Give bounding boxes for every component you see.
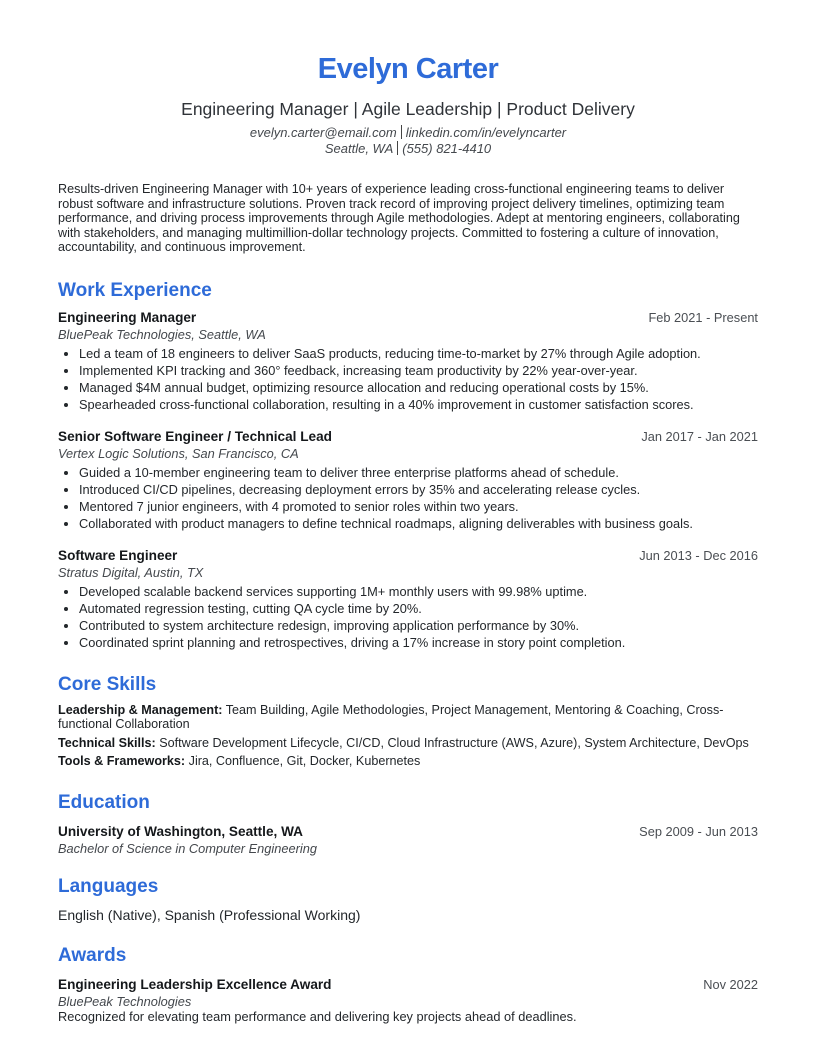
headline: Engineering Manager | Agile Leadership | Product Delivery [181,99,635,119]
job-company: Vertex Logic Solutions, San Francisco, CA [58,445,299,461]
skill-row [58,736,758,751]
contact-line-2 [58,141,758,157]
job-dates: Jan 2017 - Jan 2021 [641,428,758,444]
skill-label: Leadership & Management: [58,702,223,717]
email-link[interactable]: evelyn.carter@email.com [249,125,397,140]
degree: Bachelor of Science in Computer Engineering [58,840,317,856]
education-section [58,791,758,857]
bullet-item: • Mentored 7 junior engineers, with 4 promoted to senior roles within two years. [79,498,758,515]
education-entry [58,823,758,857]
bullet-item: • Managed $4M annual budget, optimizing resource allocation and reducing operational costs by 15%. [79,379,758,396]
separator [397,141,398,155]
skill-label: Tools & Frameworks: [58,754,186,768]
work-experience-section [58,279,758,651]
school-name: University of Washington, Seattle, WA [58,823,303,839]
education-dates: Sep 2009 - Jun 2013 [639,823,758,839]
job-title: Software Engineer [58,547,178,563]
job-bullets [58,345,758,413]
bullet-item: • Spearheaded cross-functional collaboration, resulting in a 40% improvement in customer satisfaction scores. [79,396,758,413]
bullet-item: • Guided a 10-member engineering team to deliver three enterprise platforms ahead of schedule. [79,464,758,481]
location: Seattle, WA [324,140,394,156]
contact-line-1 [58,125,758,141]
bullet-item: • Collaborated with product managers to define technical roadmaps, aligning deliverables with business goals. [79,515,758,532]
bullet-item: • Developed scalable backend services supporting 1M+ monthly users with 99.98% uptime. [79,583,758,600]
award-name: Engineering Leadership Excellence Award [58,976,332,992]
job-header [58,428,758,446]
skill-row [58,754,758,769]
section-title-languages: Languages [58,875,159,897]
job-entry [58,547,758,651]
resume-header [58,0,758,156]
phone: (555) 821-4410 [402,140,492,156]
job-header [58,309,758,327]
job-company: Stratus Digital, Austin, TX [58,564,204,580]
languages-section [58,875,758,924]
section-title-education: Education [58,791,150,813]
job-entry [58,309,758,413]
job-bullets [58,583,758,651]
job-entry [58,428,758,532]
awards-section [58,944,758,1024]
award-organization: BluePeak Technologies [58,993,192,1009]
bullet-item: • Implemented KPI tracking and 360° feedback, increasing team productivity by 22% year-over-year. [79,362,758,379]
linkedin-link[interactable]: linkedin.com/in/evelyncarter [405,125,567,140]
candidate-name: Evelyn Carter [317,53,499,85]
skill-value: Team Building, Agile Methodologies, Project Management, Mentoring & Coaching, Cross-functional Collaboration [58,702,724,731]
languages-list: English (Native), Spanish (Professional Working) [58,906,361,923]
separator [401,125,402,139]
award-header [58,976,758,994]
section-title-work-experience: Work Experience [58,279,212,301]
core-skills-section [58,673,758,769]
skill-row [58,703,758,732]
professional-summary: Results-driven Engineering Manager with 10+ years of experience leading cross-functional engineering teams to deliver robust software and infrastructure solutions. Proven track record of improving project delivery timelines, optimizing team performance, and driving process improvements through Agile methodologies. Adept at mentoring engineers, collaborating with stakeholders, and managing multimillion-dollar technology projects. Committed to fostering a culture of innovation, accountability, and continuous improvement. [58,182,740,254]
bullet-item: • Introduced CI/CD pipelines, decreasing deployment errors by 35% and accelerating release cycles. [79,481,758,498]
job-header [58,547,758,565]
award-description: Recognized for elevating team performance and delivering key projects ahead of deadlines. [58,1008,577,1024]
job-dates: Feb 2021 - Present [648,309,758,325]
job-dates: Jun 2013 - Dec 2016 [639,547,758,563]
section-title-core-skills: Core Skills [58,673,157,695]
contact-info [58,125,758,156]
section-title-awards: Awards [58,944,127,966]
bullet-item: • Coordinated sprint planning and retrospectives, driving a 17% increase in story point completion. [79,634,758,651]
bullet-item: • Led a team of 18 engineers to deliver SaaS products, reducing time-to-market by 27% through Agile adoption. [79,345,758,362]
job-bullets [58,464,758,532]
skill-value: Software Development Lifecycle, CI/CD, Cloud Infrastructure (AWS, Azure), System Architecture, DevOps [159,735,749,750]
job-title: Senior Software Engineer / Technical Lead [58,428,332,444]
bullet-item: • Contributed to system architecture redesign, improving application performance by 30%. [79,617,758,634]
skill-label: Technical Skills: [58,735,156,750]
award-entry [58,976,758,1024]
job-company: BluePeak Technologies, Seattle, WA [58,326,266,342]
job-title: Engineering Manager [58,309,197,325]
education-header [58,823,758,841]
skill-value: Jira, Confluence, Git, Docker, Kubernetes [188,754,421,768]
bullet-item: • Automated regression testing, cutting QA cycle time by 20%. [79,600,758,617]
award-date: Nov 2022 [703,976,758,992]
